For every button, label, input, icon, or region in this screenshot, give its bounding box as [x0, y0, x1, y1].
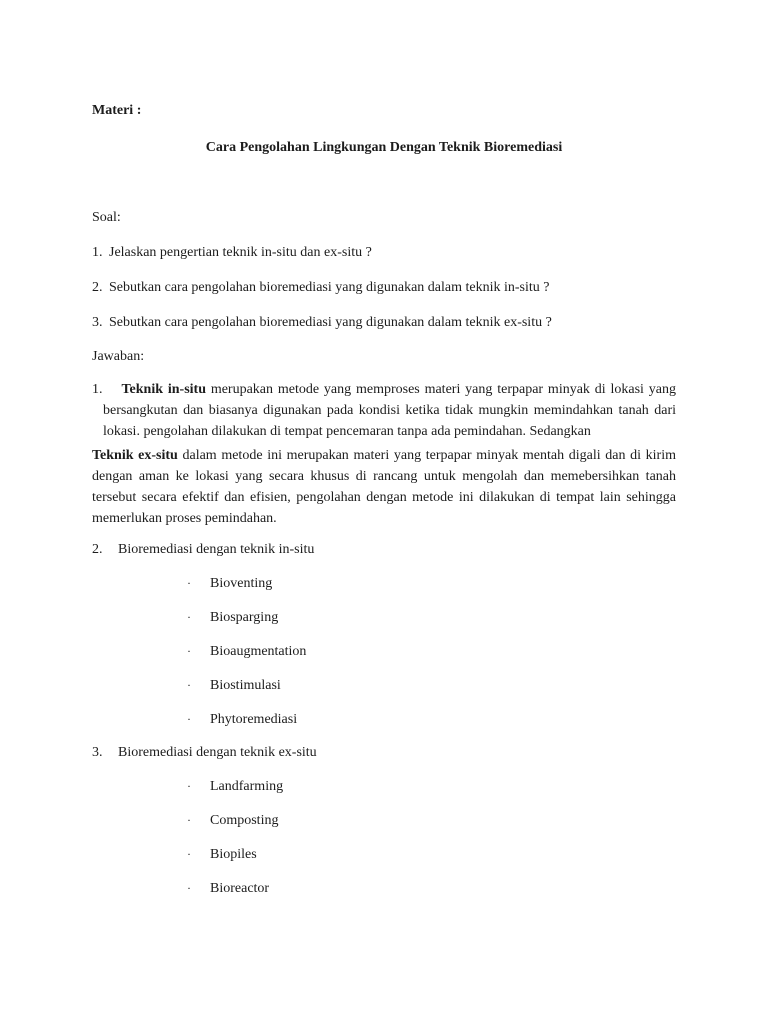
- answer-number: 1.: [92, 382, 103, 397]
- list-item-label: Bioreactor: [210, 881, 270, 896]
- question-item-3: [92, 312, 676, 333]
- list-item-label: Phytoremediasi: [210, 712, 298, 727]
- question-item-1: [92, 242, 676, 263]
- bullet-icon: ·: [187, 644, 191, 658]
- question-text: Sebutkan cara pengolahan bioremediasi yang digunakan dalam teknik in-situ ?: [109, 280, 550, 295]
- bullet-icon: ·: [187, 712, 191, 726]
- list-item-label: Landfarming: [210, 779, 284, 794]
- list-item: [92, 776, 676, 797]
- bullet-icon: ·: [187, 881, 191, 895]
- answer-1-paragraph: [92, 379, 676, 442]
- document-title: Cara Pengolahan Lingkungan Dengan Teknik Bioremediasi: [205, 140, 563, 155]
- list-item: [92, 675, 676, 696]
- list-item-label: Composting: [210, 813, 279, 828]
- jawaban-label: Jawaban:: [92, 349, 145, 364]
- question-number: 2.: [92, 280, 103, 295]
- answer-exsitu-text: dalam metode ini merupakan materi yang terpapar minyak mentah digali dan di kirim dengan aman ke lokasi yang secara khusus di rancang untuk mengolah dan memebersihkan tanah tersebut secara efektif dan efisien, pengolahan dengan metode ini dilakukan di tempat lain sehingga memerlukan proses pemindahan.: [92, 448, 676, 526]
- bullet-icon: ·: [187, 678, 191, 692]
- list-item: [92, 844, 676, 865]
- bullet-icon: ·: [187, 576, 191, 590]
- answer-number: 3.: [92, 745, 103, 760]
- answer-number: 2.: [92, 542, 103, 557]
- question-text: Jelaskan pengertian teknik in-situ dan ex-situ ?: [109, 245, 372, 260]
- bullet-icon: ·: [187, 847, 191, 861]
- list-item: [92, 810, 676, 831]
- question-item-2: [92, 277, 676, 298]
- list-item: [92, 709, 676, 730]
- list-item-label: Biostimulasi: [210, 678, 281, 693]
- materi-label: Materi :: [92, 103, 142, 118]
- list-item: [92, 573, 676, 594]
- answer-1-text: merupakan metode yang memproses materi yang terpapar minyak di lokasi yang bersangkutan dan biasanya digunakan pada kondisi ketika tidak mungkin memindahkan tanah dari lokasi. pengolahan dilakukan di tempat pencemaran tanpa ada pemindahan. Sedangkan: [103, 382, 676, 439]
- answer-exsitu-bold-term: Teknik ex-situ: [92, 448, 178, 463]
- list-item: [92, 641, 676, 662]
- answer-2-heading-text: Bioremediasi dengan teknik in-situ: [118, 542, 315, 557]
- answer-1-bold-term: Teknik in-situ: [121, 382, 206, 397]
- list-item-label: Bioaugmentation: [210, 644, 307, 659]
- soal-label: Soal:: [92, 210, 121, 225]
- list-item: [92, 878, 676, 899]
- question-number: 3.: [92, 315, 103, 330]
- answer-3-heading-text: Bioremediasi dengan teknik ex-situ: [118, 745, 317, 760]
- question-text: Sebutkan cara pengolahan bioremediasi yang digunakan dalam teknik ex-situ ?: [109, 315, 552, 330]
- bullet-icon: ·: [187, 779, 191, 793]
- answer-3-heading: [92, 742, 676, 763]
- question-number: 1.: [92, 245, 103, 260]
- list-item-label: Bioventing: [210, 576, 273, 591]
- answer-2-heading: [92, 539, 676, 560]
- list-item-label: Biosparging: [210, 610, 279, 625]
- list-item-label: Biopiles: [210, 847, 257, 862]
- bullet-icon: ·: [187, 610, 191, 624]
- answer-exsitu-paragraph: [92, 445, 676, 529]
- list-item: [92, 607, 676, 628]
- bullet-icon: ·: [187, 813, 191, 827]
